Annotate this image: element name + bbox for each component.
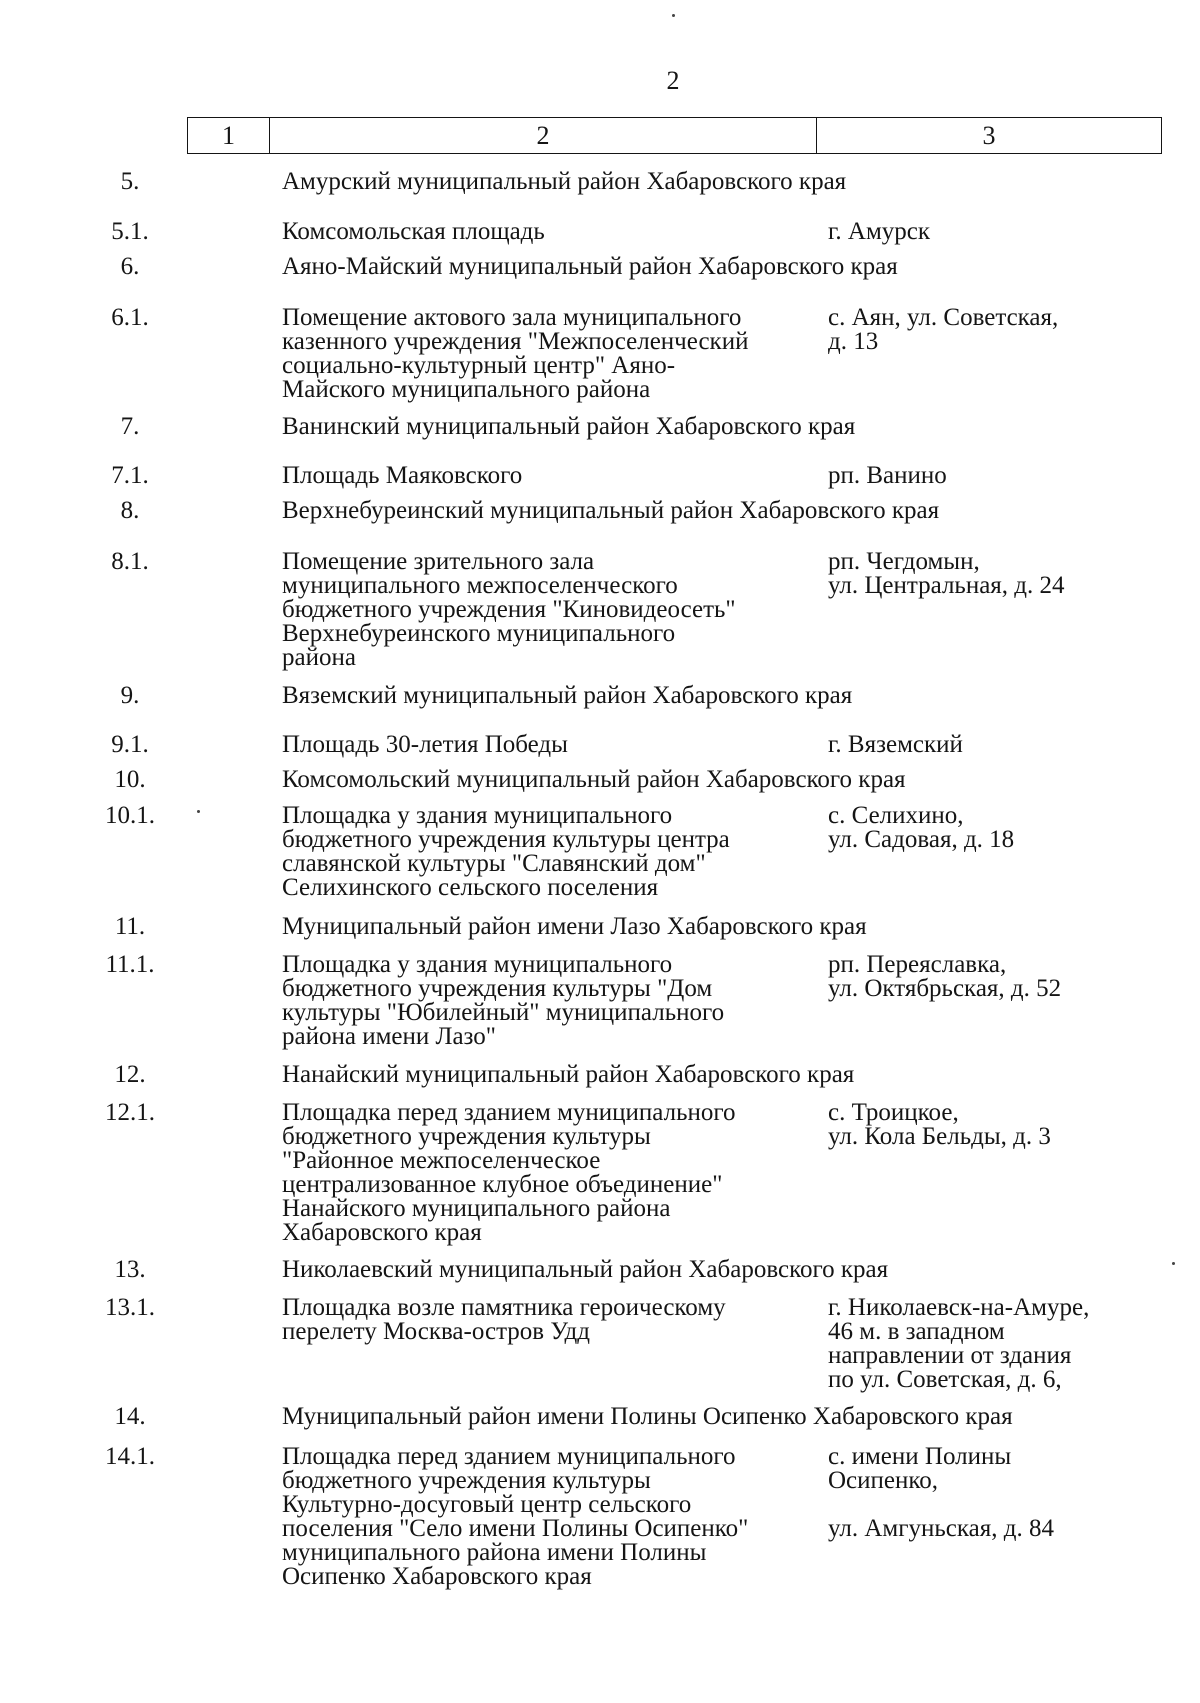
location-address: с. имени Полины Осипенко, ул. Амгуньская, д. 84 <box>828 1443 1054 1542</box>
header-col-name: 2 <box>270 118 817 154</box>
entry-number: 7. <box>120 413 140 440</box>
entry-number: 9.1. <box>111 731 149 758</box>
entry-number: 6. <box>120 253 140 280</box>
page-number: 2 <box>666 66 680 95</box>
district-name: Амурский муниципальный район Хабаровского края <box>282 168 847 195</box>
entry-number: 10.1. <box>105 802 155 829</box>
location-address: рп. Переяславка, ул. Октябрьская, д. 52 <box>828 951 1062 1002</box>
location-name: Площадка у здания муниципального бюджетного учреждения культуры центра славянской культуры "Славянский дом" Селихинского сельского поселения <box>282 802 730 901</box>
location-address: г. Николаевск-на-Амуре, 46 м. в западном направлении от здания по ул. Советская, д. 6, <box>828 1294 1090 1393</box>
entry-number: 6.1. <box>111 304 149 331</box>
location-address: г. Вяземский <box>828 731 963 758</box>
entry-number: 10. <box>114 766 146 793</box>
scan-speck <box>672 14 675 17</box>
location-name: Площадка перед зданием муниципального бюджетного учреждения культуры "Районное межпоселенческое централизованное клубное объединение" Нанайского муниципального района Хабаровского края <box>282 1099 736 1246</box>
district-name: Ванинский муниципальный район Хабаровского края <box>282 413 856 440</box>
location-name: Площадка у здания муниципального бюджетного учреждения культуры "Дом культуры "Юбилейный" муниципального района имени Лазо" <box>282 951 725 1050</box>
entry-number: 9. <box>120 682 140 709</box>
location-address: с. Селихино, ул. Садовая, д. 18 <box>828 802 1015 853</box>
entry-number: 8. <box>120 497 140 524</box>
header-row <box>188 118 1162 154</box>
entry-number: 13.1. <box>105 1294 155 1321</box>
entry-number: 12.1. <box>105 1099 155 1126</box>
entry-number: 11. <box>114 913 146 940</box>
entry-number: 5. <box>120 168 140 195</box>
district-name: Аяно-Майский муниципальный район Хабаровского края <box>282 253 898 280</box>
district-name: Муниципальный район имени Полины Осипенко Хабаровского края <box>282 1403 1013 1430</box>
entry-number: 11.1. <box>105 951 155 978</box>
location-name: Площадка перед зданием муниципального бюджетного учреждения культуры Культурно-досуговый центр сельского поселения "Село имени Полины Осипенко" муниципального района имени Полины Осипенко Хабаровского края <box>282 1443 749 1590</box>
column-header-table <box>187 117 1162 154</box>
location-address: рп. Ванино <box>828 462 947 489</box>
district-name: Вяземский муниципальный район Хабаровского края <box>282 682 853 709</box>
location-name: Площадь 30-летия Победы <box>282 731 568 758</box>
header-col-number: 1 <box>188 118 270 154</box>
district-name: Муниципальный район имени Лазо Хабаровского края <box>282 913 867 940</box>
entry-number: 13. <box>114 1256 146 1283</box>
header-col-address: 3 <box>817 118 1162 154</box>
location-address: с. Аян, ул. Советская, д. 13 <box>828 304 1059 355</box>
district-name: Верхнебуреинский муниципальный район Хабаровского края <box>282 497 940 524</box>
location-name: Помещение зрительного зала муниципального межпоселенческого бюджетного учреждения "Киновидеосеть" Верхнебуреинского муниципального района <box>282 548 736 671</box>
location-name: Помещение актового зала муниципального казенного учреждения "Межпоселенческий социально-культурный центр" Аяно- Майского муниципального района <box>282 304 749 403</box>
location-address: г. Амурск <box>828 218 931 245</box>
location-name: Площадка возле памятника героическому перелету Москва-остров Удд <box>282 1294 726 1345</box>
entry-number: 12. <box>114 1061 146 1088</box>
location-address: рп. Чегдомын, ул. Центральная, д. 24 <box>828 548 1065 599</box>
scan-speck <box>1172 1262 1175 1265</box>
district-name: Нанайский муниципальный район Хабаровского края <box>282 1061 855 1088</box>
district-name: Комсомольский муниципальный район Хабаровского края <box>282 766 906 793</box>
entry-number: 8.1. <box>111 548 149 575</box>
location-address: с. Троицкое, ул. Кола Бельды, д. 3 <box>828 1099 1051 1150</box>
location-name: Площадь Маяковского <box>282 462 523 489</box>
entry-number: 5.1. <box>111 218 149 245</box>
entry-number: 14.1. <box>105 1443 155 1470</box>
district-name: Николаевский муниципальный район Хабаровского края <box>282 1256 889 1283</box>
location-name: Комсомольская площадь <box>282 218 545 245</box>
entry-number: 7.1. <box>111 462 149 489</box>
entry-number: 14. <box>114 1403 146 1430</box>
